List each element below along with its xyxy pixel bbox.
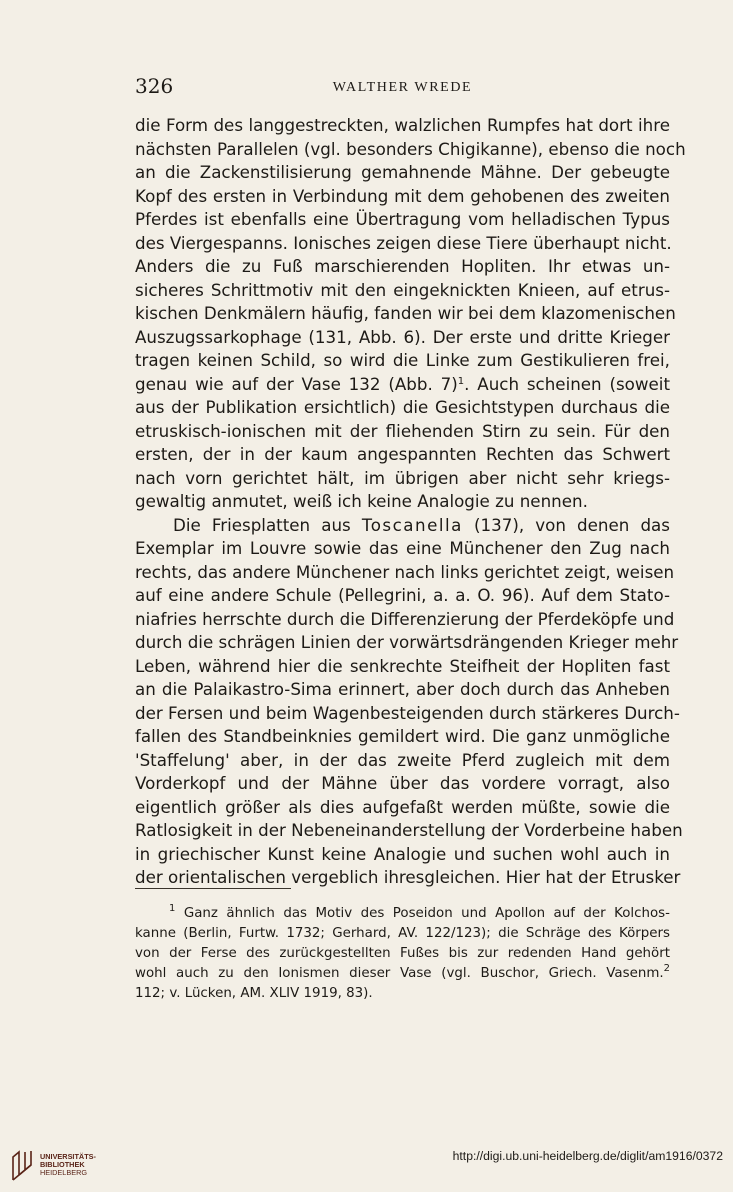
text-span: Ganz ähnlich das Motiv des Poseidon und Apollon auf der Kolchos- [183, 906, 670, 921]
text-line: kischen Denkmälern häufig, fanden wir bei dem klazomenischen [135, 303, 676, 323]
text-line: des Viergespanns. Ionisches zeigen diese Tiere überhaupt nicht. [135, 232, 672, 253]
text-line: rechts, das andere Münchener nach links gerichtet zeigt, weisen [135, 561, 675, 582]
library-name-line: HEIDELBERG [40, 1168, 88, 1178]
text-line: Ratlosigkeit in der Nebeneinanderstellung der Vorderbeine haben [135, 820, 683, 840]
body-text [135, 114, 686, 890]
text-line: nächsten Parallelen (vgl. besonders Chigikanne), ebenso die noch [135, 138, 686, 159]
text-span: . Auch scheinen (soweit [464, 373, 670, 394]
library-logo [10, 1149, 100, 1185]
text-line: eigentlich größer als dies aufgefaßt werden müßte, sowie die [135, 796, 670, 817]
library-name-line: UNIVERSITÄTS- [40, 1152, 96, 1161]
page-number: 326 [135, 74, 174, 98]
text-span: genau wie auf der Vase 132 (Abb. 7) [135, 373, 458, 394]
running-head [135, 74, 670, 104]
text-line: Kopf des ersten in Verbindung mit dem gehobenen des zweiten [135, 185, 670, 206]
footnote-marker: 1 [169, 903, 176, 914]
text-line: an die Zackenstilisierung gemahnende Mähne. Der gebeugte [135, 162, 670, 182]
text-span: wohl auch zu den Ionismen dieser Vase (vgl. Buschor, Griech. Vasenm. [135, 966, 664, 981]
library-crest-icon [10, 1149, 36, 1183]
text-line: etruskisch-ionischen mit der fliehenden Stirn zu sein. Für den [135, 420, 670, 441]
text-line: Exemplar im Louvre sowie das eine Münchener den Zug nach [135, 538, 670, 558]
library-name-line: BIBLIOTHEK [40, 1160, 85, 1170]
text-line: Anders die zu Fuß marschierenden Hopliten. Ihr etwas un- [135, 256, 670, 276]
source-url[interactable]: http://digi.ub.uni-heidelberg.de/diglit/am1916/0372 [452, 1149, 723, 1163]
text-line: Pferdes ist ebenfalls eine Übertragung vom helladischen Typus [135, 209, 670, 229]
footnote-line: 112; v. Lücken, AM. XLIV 1919, 83). [135, 986, 373, 1001]
text-line: 'Staffelung' aber, in der das zweite Pferd zugleich mit dem [135, 749, 670, 770]
text-line: Auszugssarkophage (131, Abb. 6). Der erste und dritte Krieger [135, 326, 670, 347]
text-line: durch die schrägen Linien der vorwärtsdrängenden Krieger mehr [135, 632, 679, 652]
text-line: niafries herrschte durch die Differenzierung der Pferdeköpfe und [135, 608, 675, 629]
text-line: Leben, während hier die senkrechte Steifheit der Hopliten fast [135, 655, 670, 676]
footnote-rule [135, 888, 291, 889]
text-line: der orientalischen vergeblich ihresgleichen. Hier hat der Etrusker [135, 867, 681, 887]
footnote [135, 904, 670, 1004]
text-line: gewaltig anmutet, weiß ich keine Analogie zu nennen. [135, 491, 588, 511]
footnote-reference: 1 [457, 375, 465, 387]
text-line: fallen des Standbeinknies gemildert wird. Die ganz unmögliche [135, 726, 670, 746]
text-span: Die Friesplatten aus [173, 514, 351, 535]
footnote-line: kanne (Berlin, Furtw. 1732; Gerhard, AV. 122/123); die Schräge des Körpers [135, 926, 670, 941]
text-line: Vorderkopf und der Mähne über das vordere vorragt, also [135, 773, 670, 793]
text-line: der Fersen und beim Wagenbesteigenden durch stärkeres Durch- [135, 702, 680, 723]
text-line: auf eine andere Schule (Pellegrini, a. a. O. 96). Auf dem Stato- [135, 585, 670, 605]
text-line: die Form des langgestreckten, walzlichen Rumpfes hat dort ihre [135, 115, 670, 135]
text-line: aus der Publikation ersichtlich) die Gesichtstypen durchaus die [135, 397, 670, 417]
footnote-line [135, 904, 670, 924]
text-line: in griechischer Kunst keine Analogie und suchen wohl auch in [135, 843, 670, 864]
footnote-line: von der Ferse des zurückgestellten Fußes bis zur redenden Hand gehört [135, 946, 670, 961]
text-line [135, 514, 670, 538]
text-line: an die Palaikastro-Sima erinnert, aber doch durch das Anheben [135, 679, 670, 699]
footnote-line [135, 964, 670, 984]
text-span: (137), von denen das [462, 514, 670, 535]
text-line: ersten, der in der kaum angespannten Rechten das Schwert [135, 444, 670, 464]
text-line: sicheres Schrittmotiv mit den eingeknickten Knieen, auf etrus- [135, 279, 670, 300]
superscript-edition: 2 [663, 963, 670, 974]
place-name: Toscanella [361, 514, 463, 535]
library-name [40, 1153, 96, 1178]
text-line: nach vorn gerichtet hält, im übrigen aber nicht sehr kriegs- [135, 467, 670, 488]
running-title: WALTHER WREDE [332, 80, 473, 95]
text-line [135, 373, 670, 397]
text-line: tragen keinen Schild, so wird die Linke zum Gestikulieren frei, [135, 350, 670, 370]
